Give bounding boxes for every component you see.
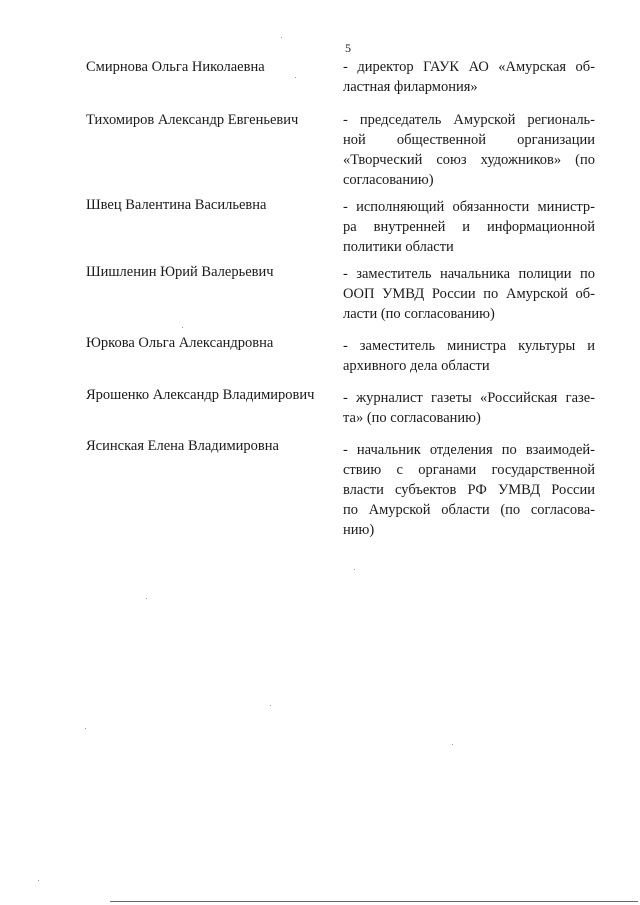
- role-line: власти субъектов РФ УМВД России: [343, 482, 595, 498]
- role-line: ООП УМВД России по Амурской об-: [343, 286, 595, 302]
- member-name: Смирнова Ольга Николаевна: [86, 59, 265, 75]
- member-name: Шишленин Юрий Валерьевич: [86, 264, 274, 280]
- role-line: - председатель Амурской региональ-: [343, 112, 595, 128]
- speck: [281, 37, 282, 38]
- speck: [270, 705, 271, 706]
- speck: [295, 77, 296, 78]
- role-line: - директор ГАУК АО «Амурская об-: [343, 59, 595, 75]
- role-line: - начальник отделения по взаимодей-: [343, 442, 595, 458]
- role-line: ра внутренней и информационной: [343, 219, 595, 235]
- member-role: [343, 388, 595, 428]
- speck: [85, 728, 86, 729]
- speck: [452, 744, 453, 745]
- page-number: 5: [345, 41, 351, 55]
- role-line: ствию с органами государственной: [343, 462, 595, 478]
- role-line: нию): [343, 522, 375, 538]
- role-line: «Творческий союз художников» (по: [343, 152, 595, 168]
- role-line: - заместитель начальника полиции по: [343, 266, 595, 282]
- member-role: [343, 336, 595, 376]
- member-name: Тихомиров Александр Евгеньевич: [86, 112, 299, 128]
- speck: [146, 598, 147, 599]
- role-line: ластная филармония»: [343, 79, 478, 95]
- role-line: согласованию): [343, 172, 434, 188]
- role-line: архивного дела области: [343, 358, 490, 374]
- member-role: [343, 57, 595, 97]
- member-name: Юркова Ольга Александровна: [86, 335, 274, 351]
- role-line: ной общественной организации: [343, 132, 595, 148]
- speck: [38, 880, 39, 881]
- role-line: - журналист газеты «Российская газе-: [343, 390, 595, 406]
- member-role: [343, 440, 595, 540]
- member-role: [343, 264, 595, 324]
- member-name: Ясинская Елена Владимировна: [86, 438, 279, 454]
- role-line: политики области: [343, 239, 454, 255]
- role-line: та» (по согласованию): [343, 410, 481, 426]
- member-role: [343, 110, 595, 190]
- member-role: [343, 197, 595, 257]
- role-line: - заместитель министра культуры и: [343, 338, 595, 354]
- speck: [354, 569, 355, 570]
- member-name: Ярошенко Александр Владимирович: [86, 387, 315, 403]
- member-name: Швец Валентина Васильевна: [86, 197, 267, 213]
- role-line: по Амурской области (по согласова-: [343, 502, 595, 518]
- speck: [182, 327, 183, 328]
- bottom-edge-line: [110, 901, 638, 902]
- role-line: ласти (по согласованию): [343, 306, 495, 322]
- role-line: - исполняющий обязанности министр-: [343, 199, 595, 215]
